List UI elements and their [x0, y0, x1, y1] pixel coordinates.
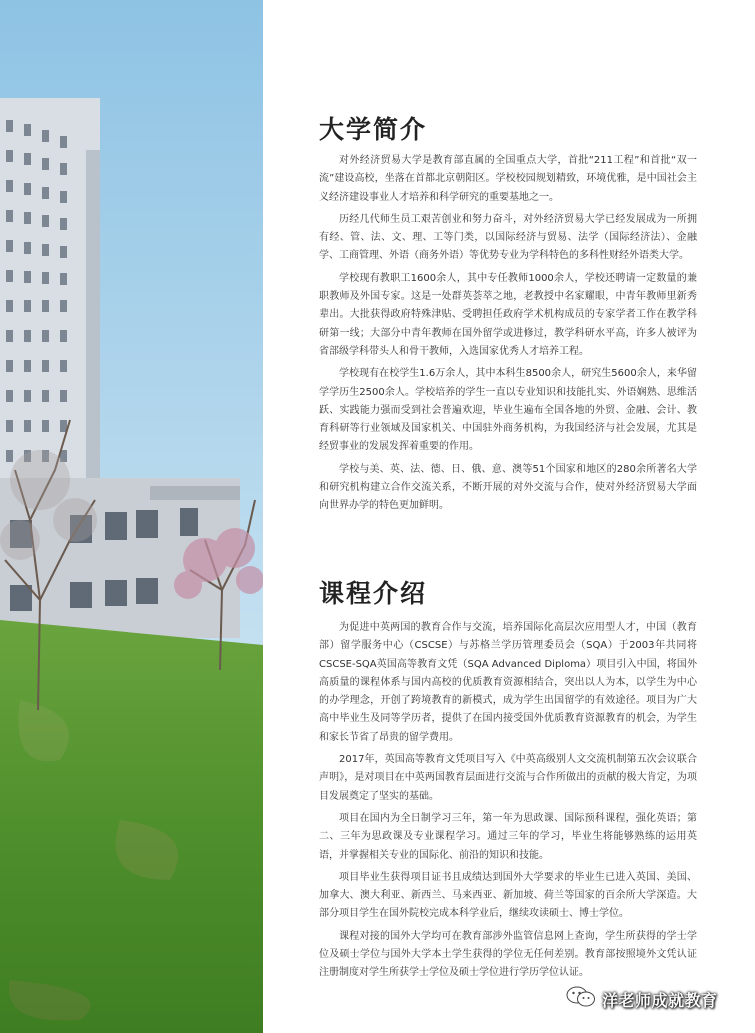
- course-intro-heading: 课程介绍: [319, 579, 428, 608]
- university-intro-heading: 大学简介: [319, 115, 428, 144]
- course-paragraph: 项目在国内为全日制学习三年，第一年为思政课、国际预科课程，强化英语；第二、三年为思政课及专业课程学习。通过三年的学习，毕业生将能够熟练的运用英语，并掌握相关专业的国际化、前沿的知识和技能。: [319, 812, 697, 861]
- intro-paragraph: 对外经济贸易大学是教育部直属的全国重点大学，首批“211工程”和首批“双一流”建设高校，坐落在首都北京朝阳区。学校校园规划精致，环境优雅，是中国社会主义经济建设事业人才培养和科学研究的重要基地之一。: [319, 155, 697, 203]
- intro-paragraph: 学校与美、英、法、德、日、俄、意、澳等51个国家和地区的280余所著名大学和研究机构建立合作交流关系，不断开展的对外交流与合作，使对外经济贸易大学面向世界办学的特色更加鲜明。: [319, 463, 697, 512]
- campus-photo: [0, 0, 263, 1033]
- course-paragraph: 项目毕业生获得项目证书且成绩达到国外大学要求的毕业生已进入英国、美国、加拿大、澳大利亚、新西兰、马来西亚、新加坡、荷兰等国家的百余所大学深造。大部分项目学生在国外院校完成本科学业后，继续攻读硕士、博士学位。: [319, 871, 697, 920]
- course-paragraph: 2017年，英国高等教育文凭项目写入《中英高级别人文交流机制第五次会议联合声明》，是对项目在中英两国教育层面进行交流与合作所做出的贡献的极大肯定，为项目发展奠定了坚实的基础。: [319, 754, 697, 802]
- watermark: [566, 984, 718, 1014]
- intro-paragraph: 学校现有在校学生1.6万余人，其中本科生8500余人，研究生5600余人，来华留学学历生2500余人。学校培养的学生一直以专业知识和技能扎实、外语娴熟、思维活跃、实践能力强而受到社会普遍欢迎，毕业生遍布全国各地的外贸、金融、会计、教育科研等行业领域及国家机关、中国驻外商务机构，为我国经济与社会发展，尤其是经贸事业的发展发挥着重要的作用。: [319, 368, 697, 453]
- course-paragraph: 为促进中英两国的教育合作与交流，培养国际化高层次应用型人才，中国（教育部）留学服务中心（CSCSE）与苏格兰学历管理委员会（SQA）于2003年共同将CSCSE-SQA英国高等教育文凭（SQA Advanced Diploma）项目引入中国，将国外高质量的课程体系与国内高校的优质教育资源相结合，突出以人为本，以学生为中心的办学理念，开创了跨境教育的新模式，成为学生出国留学的有效途径。项目为广大高中毕业生及同等学历者，提供了在国内接受国外优质教育资源教育的机会，为学生和家长节省了昂贵的留学费用。: [319, 622, 697, 743]
- course-intro-body: [319, 619, 697, 987]
- watermark-text: 洋老师成就教育: [602, 990, 718, 1010]
- course-paragraph: 课程对接的国外大学均可在教育部涉外监管信息网上查询，学生所获得的学士学位及硕士学位与国外大学本土学生获得的学位无任何差别。教育部按照境外文凭认证注册制度对学生所获学士学位及硕士学位进行学历学位认证。: [319, 930, 697, 979]
- intro-paragraph: 学校现有教职工1600余人，其中专任教师1000余人，学校还聘请一定数量的兼职教师及外国专家。这是一处群英荟萃之地，老教授中名家耀眼，中青年教师里新秀辈出。大批获得政府特殊津贴、受聘担任政府学术机构成员的专家学者工作在教学科研第一线；大部分中青年教师在国外留学或进修过，教学科研水平高，许多人被评为省部级学科带头人和骨干教师，入选国家优秀人才培养工程。: [319, 272, 697, 357]
- intro-paragraph: 历经几代师生员工艰苦创业和努力奋斗，对外经济贸易大学已经发展成为一所拥有经、管、法、文、理、工等门类，以国际经济与贸易、法学（国际经济法）、金融学、工商管理、外语（商务外语）等优势专业为学科特色的多科性财经外语类大学。: [319, 213, 697, 262]
- text-column: [263, 0, 755, 1033]
- university-intro-body: [319, 152, 697, 520]
- wechat-icon: [566, 985, 596, 1013]
